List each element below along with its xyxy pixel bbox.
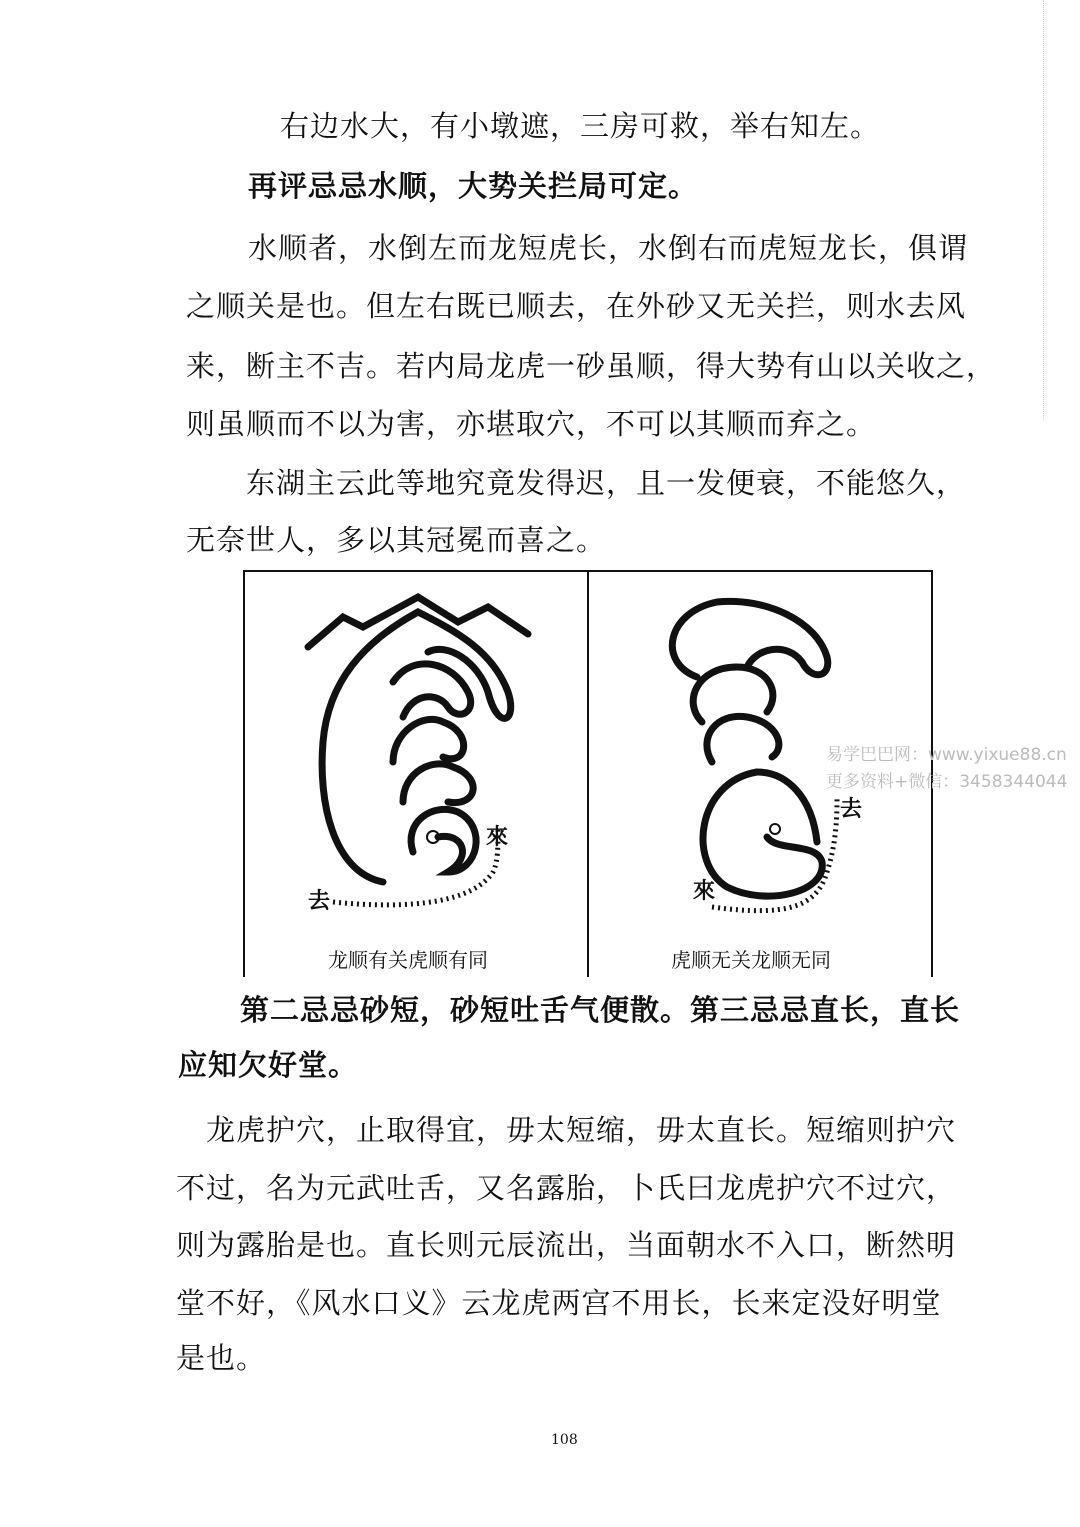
scan-edge	[1041, 0, 1044, 420]
mountain-ridge	[308, 597, 528, 647]
figure-caption-left: 龙顺有关虎顺有同	[328, 948, 488, 972]
inner-ridge	[393, 719, 464, 762]
tiger-arm	[703, 772, 822, 896]
inner-ridge	[393, 664, 471, 717]
text-line: 水顺者，水倒左而龙短虎长，水倒右而虎短龙长，俱谓	[248, 231, 969, 265]
water-exit-label: 去	[308, 888, 331, 914]
water-enter-label: 來	[486, 824, 509, 850]
text-line: 龙虎护穴，止取得宜，毋太短缩，毋太直长。短缩则护穴	[206, 1113, 957, 1147]
heading-line: 再评忌忌水顺，大势关拦局可定。	[248, 169, 699, 203]
heading-line: 第二忌忌砂短，砂短吐舌气便散。第三忌忌直长，直长	[240, 993, 961, 1027]
text-line: 东湖主云此等地究竟发得迟，且一发便衰，不能悠久，	[246, 466, 967, 500]
text-line: 则为露胎是也。直长则元辰流出，当面朝水不入口，断然明	[176, 1228, 957, 1262]
text-line: 堂不好，《风水口义》云龙虎两宫不用长，长来定没好明堂	[176, 1286, 942, 1320]
tiger-arm	[757, 772, 817, 842]
text-line: 右边水大，有小墩遮，三房可救，举右知左。	[280, 109, 881, 143]
watermark: 更多资料+微信：3458344044	[826, 772, 1068, 792]
lair-ridge	[411, 809, 476, 872]
text-line: 无奈世人，多以其冠冕而喜之。	[186, 523, 607, 557]
page-number: 108	[551, 1432, 578, 1448]
water-exit-label: 去	[840, 796, 863, 822]
inner-ridge	[707, 716, 779, 762]
text-line: 来，断主不吉。若内局龙虎一砂虽顺，得大势有山以关收之，	[186, 349, 997, 383]
left-landform-diagram	[243, 572, 587, 942]
text-line: 则虽顺而不以为害，亦堪取穴，不可以其顺而弃之。	[186, 407, 877, 441]
watermark: 易学巴巴网：www.yixue88.cn	[826, 745, 1067, 765]
heading-line: 应知欠好堂。	[178, 1048, 359, 1082]
lair-point	[770, 824, 780, 834]
text-line: 之顺关是也。但左右既已顺去，在外砂又无关拦，则水去风	[186, 289, 967, 323]
text-line: 不过，名为元武吐舌，又名露胎，卜氏曰龙虎护穴不过穴，	[176, 1171, 957, 1205]
text-line: 是也。	[176, 1341, 267, 1375]
inner-ridge	[403, 764, 473, 803]
water-enter-label: 來	[693, 878, 716, 904]
dragon-arm	[322, 612, 511, 882]
figure-caption-right: 虎顺无关龙顺无同	[671, 948, 831, 972]
